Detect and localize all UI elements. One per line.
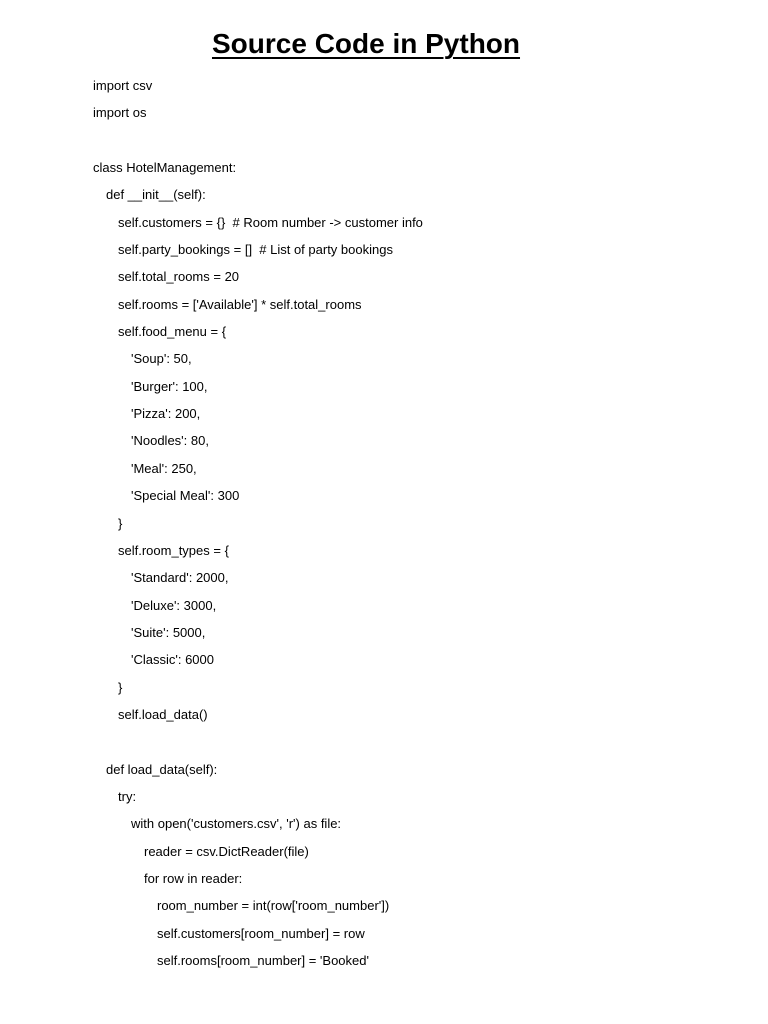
code-line [93,127,733,154]
code-line: 'Burger': 100, [131,378,208,394]
code-line: class HotelManagement: [93,160,237,176]
code-line: 'Meal': 250, [131,460,197,476]
code-line: 'Pizza': 200, [131,406,201,422]
code-line: 'Special Meal': 300 [131,488,240,504]
code-line: room_number = int(row['room_number']) [157,898,390,914]
code-line: self.total_rooms = 20 [118,269,240,285]
code-line: 'Standard': 2000, [131,570,229,586]
code-line: 'Deluxe': 3000, [131,597,217,613]
code-line: self.room_types = { [118,542,229,558]
code-line: } [118,515,123,531]
code-line: } [118,679,123,695]
code-line: self.rooms = ['Available'] * self.total_rooms [118,296,362,312]
code-line: with open('customers.csv', 'r') as file: [131,816,342,832]
code-line: self.food_menu = { [118,324,227,340]
code-line: def load_data(self): [106,761,218,777]
code-line: self.party_bookings = [] # List of party bookings [118,242,393,258]
code-block [93,72,733,974]
code-line [93,728,733,755]
code-line: self.customers[room_number] = row [157,925,365,941]
code-line: import csv [93,78,153,93]
code-line: def __init__(self): [106,187,206,203]
code-line: import os [93,105,147,121]
code-line: 'Noodles': 80, [131,433,209,449]
page-title-text: Source Code in Python [211,28,521,59]
page-title [0,24,732,64]
code-line: for row in reader: [144,870,243,886]
code-line: self.customers = {} # Room number -> customer info [118,214,423,230]
code-line: reader = csv.DictReader(file) [144,843,309,859]
code-line: try: [118,788,137,804]
code-line: 'Classic': 6000 [131,652,215,668]
code-line: 'Suite': 5000, [131,624,206,640]
code-line: 'Soup': 50, [131,351,192,367]
code-line: self.rooms[room_number] = 'Booked' [157,953,369,968]
code-line: self.load_data() [118,706,208,722]
